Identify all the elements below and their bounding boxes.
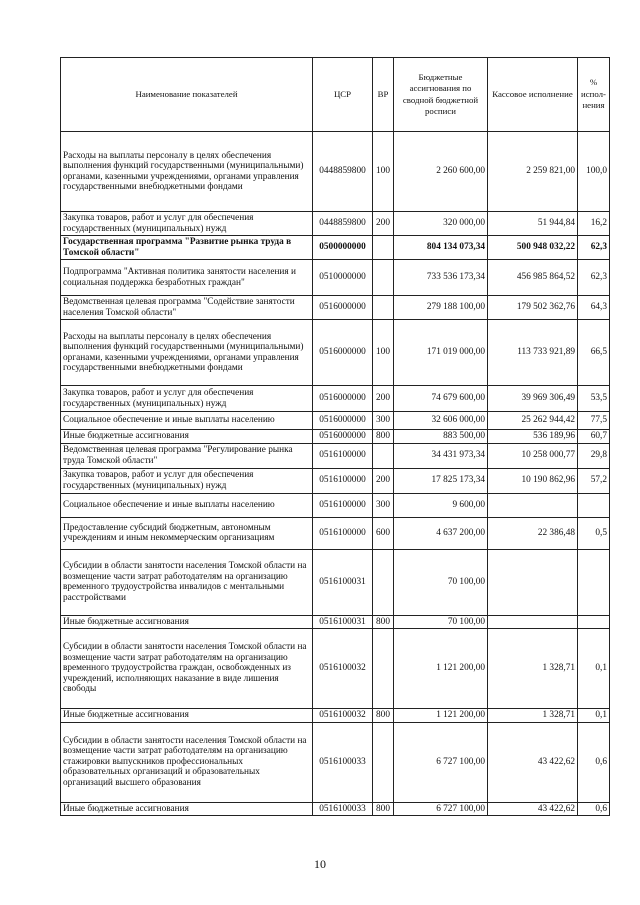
row-name: Расходы на выплаты персоналу в целях обеспечения выполнения функций государственными (муниципальными) органами, казенными учреждениями, органами управления государственными внебюджетными фондами <box>61 320 313 386</box>
row-cash-execution <box>488 615 578 629</box>
row-percent: 64,3 <box>578 296 610 320</box>
row-percent: 100,0 <box>578 132 610 212</box>
row-assignments: 70 100,00 <box>394 549 488 615</box>
row-assignments: 4 637 200,00 <box>394 517 488 549</box>
row-percent: 0,1 <box>578 629 610 709</box>
row-cash-execution: 179 502 362,76 <box>488 296 578 320</box>
row-csr: 0516000000 <box>313 412 373 430</box>
row-vr: 100 <box>373 320 394 386</box>
row-name: Иные бюджетные ассигнования <box>61 430 313 444</box>
row-percent <box>578 493 610 517</box>
row-percent: 60,7 <box>578 430 610 444</box>
row-vr: 300 <box>373 493 394 517</box>
table-row <box>61 443 610 468</box>
row-csr: 0516000000 <box>313 430 373 444</box>
row-cash-execution: 43 422,62 <box>488 802 578 816</box>
row-percent: 16,2 <box>578 212 610 236</box>
row-name: Иные бюджетные ассигнования <box>61 709 313 723</box>
row-assignments: 9 600,00 <box>394 493 488 517</box>
row-assignments: 74 679 600,00 <box>394 386 488 412</box>
row-cash-execution: 500 948 032,22 <box>488 236 578 260</box>
row-assignments: 17 825 173,34 <box>394 468 488 493</box>
header-vr: ВР <box>373 58 394 132</box>
row-name: Иные бюджетные ассигнования <box>61 615 313 629</box>
row-percent: 0,6 <box>578 722 610 802</box>
row-csr: 0510000000 <box>313 260 373 296</box>
row-csr: 0516100033 <box>313 802 373 816</box>
row-assignments: 2 260 600,00 <box>394 132 488 212</box>
row-percent: 53,5 <box>578 386 610 412</box>
row-vr: 100 <box>373 132 394 212</box>
row-name: Социальное обеспечение и иные выплаты населению <box>61 412 313 430</box>
table-row <box>61 709 610 723</box>
row-name: Закупка товаров, работ и услуг для обеспечения государственных (муниципальных) нужд <box>61 468 313 493</box>
row-vr <box>373 296 394 320</box>
row-cash-execution: 39 969 306,49 <box>488 386 578 412</box>
row-name: Социальное обеспечение и иные выплаты населению <box>61 493 313 517</box>
row-vr <box>373 443 394 468</box>
row-name: Ведомственная целевая программа "Содействие занятости населения Томской области" <box>61 296 313 320</box>
table-row <box>61 212 610 236</box>
row-cash-execution: 1 328,71 <box>488 629 578 709</box>
table-row <box>61 517 610 549</box>
row-vr <box>373 260 394 296</box>
row-csr: 0516000000 <box>313 296 373 320</box>
row-cash-execution: 113 733 921,89 <box>488 320 578 386</box>
row-percent: 0,5 <box>578 517 610 549</box>
row-csr: 0516100032 <box>313 709 373 723</box>
header-name: Наименование показателей <box>61 58 313 132</box>
header-assignments: Бюджетные ассигнования по сводной бюджетной росписи <box>394 58 488 132</box>
row-percent <box>578 615 610 629</box>
row-vr: 800 <box>373 802 394 816</box>
row-assignments: 279 188 100,00 <box>394 296 488 320</box>
table-row <box>61 430 610 444</box>
row-percent: 0,6 <box>578 802 610 816</box>
row-percent: 77,5 <box>578 412 610 430</box>
row-vr: 800 <box>373 430 394 444</box>
row-csr: 0516100000 <box>313 517 373 549</box>
row-cash-execution: 536 189,96 <box>488 430 578 444</box>
row-name: Закупка товаров, работ и услуг для обеспечения государственных (муниципальных) нужд <box>61 212 313 236</box>
header-csr: ЦСР <box>313 58 373 132</box>
row-assignments: 6 727 100,00 <box>394 802 488 816</box>
row-percent: 62,3 <box>578 236 610 260</box>
table-row <box>61 260 610 296</box>
row-vr <box>373 629 394 709</box>
row-assignments: 733 536 173,34 <box>394 260 488 296</box>
row-vr: 800 <box>373 709 394 723</box>
row-name: Расходы на выплаты персоналу в целях обеспечения выполнения функций государственными (муниципальными) органами, казенными учреждениями, органами управления государственными внебюджетными фондами <box>61 132 313 212</box>
row-csr: 0516000000 <box>313 386 373 412</box>
row-vr: 300 <box>373 412 394 430</box>
row-assignments: 34 431 973,34 <box>394 443 488 468</box>
row-cash-execution: 10 258 000,77 <box>488 443 578 468</box>
row-assignments: 70 100,00 <box>394 615 488 629</box>
row-assignments: 32 606 000,00 <box>394 412 488 430</box>
row-percent <box>578 549 610 615</box>
row-name: Субсидии в области занятости населения Томской области на возмещение части затрат работодателям на организацию временного трудоустройства инвалидов с ментальными расстройствами <box>61 549 313 615</box>
row-csr: 0516100033 <box>313 722 373 802</box>
row-cash-execution <box>488 493 578 517</box>
row-cash-execution: 2 259 821,00 <box>488 132 578 212</box>
budget-table <box>60 57 610 816</box>
row-vr <box>373 722 394 802</box>
row-assignments: 804 134 073,34 <box>394 236 488 260</box>
row-csr: 0500000000 <box>313 236 373 260</box>
row-percent: 62,3 <box>578 260 610 296</box>
row-vr: 200 <box>373 468 394 493</box>
row-cash-execution: 10 190 862,96 <box>488 468 578 493</box>
row-percent: 57,2 <box>578 468 610 493</box>
table-row <box>61 320 610 386</box>
table-row <box>61 412 610 430</box>
row-cash-execution: 51 944,84 <box>488 212 578 236</box>
row-vr: 200 <box>373 386 394 412</box>
row-percent: 0,1 <box>578 709 610 723</box>
row-percent: 66,5 <box>578 320 610 386</box>
header-percent: % испол-нения <box>578 58 610 132</box>
row-cash-execution: 22 386,48 <box>488 517 578 549</box>
row-name: Ведомственная целевая программа "Регулирование рынка труда Томской области" <box>61 443 313 468</box>
table-row <box>61 236 610 260</box>
row-csr: 0516100000 <box>313 493 373 517</box>
row-cash-execution: 1 328,71 <box>488 709 578 723</box>
row-csr: 0448859800 <box>313 212 373 236</box>
table-body <box>61 132 610 816</box>
table-row <box>61 722 610 802</box>
row-cash-execution: 43 422,62 <box>488 722 578 802</box>
row-cash-execution <box>488 549 578 615</box>
row-csr: 0516100031 <box>313 615 373 629</box>
table-row <box>61 132 610 212</box>
row-name: Подпрограмма "Активная политика занятости населения и социальная поддержка безработных граждан" <box>61 260 313 296</box>
row-name: Предоставление субсидий бюджетным, автономным учреждениям и иным некоммерческим организациям <box>61 517 313 549</box>
row-csr: 0516100032 <box>313 629 373 709</box>
row-csr: 0516000000 <box>313 320 373 386</box>
table-header-row <box>61 58 610 132</box>
row-cash-execution: 456 985 864,52 <box>488 260 578 296</box>
table-row <box>61 493 610 517</box>
table-row <box>61 296 610 320</box>
row-assignments: 1 121 200,00 <box>394 709 488 723</box>
row-vr <box>373 236 394 260</box>
row-name: Иные бюджетные ассигнования <box>61 802 313 816</box>
row-name: Субсидии в области занятости населения Томской области на возмещение части затрат работодателям на организацию стажировки выпускников профессиональных образовательных организаций и образовательных организаций высшего образования <box>61 722 313 802</box>
row-percent: 29,8 <box>578 443 610 468</box>
row-assignments: 171 019 000,00 <box>394 320 488 386</box>
table-row <box>61 615 610 629</box>
row-csr: 0448859800 <box>313 132 373 212</box>
row-assignments: 6 727 100,00 <box>394 722 488 802</box>
table-row <box>61 468 610 493</box>
row-vr <box>373 549 394 615</box>
header-cash-execution: Кассовое исполнение <box>488 58 578 132</box>
row-name: Субсидии в области занятости населения Томской области на возмещение части затрат работодателям на организацию временного трудоустройства граждан, освобожденных из учреждений, исполняющих наказание в виде лишения свободы <box>61 629 313 709</box>
row-name: Закупка товаров, работ и услуг для обеспечения государственных (муниципальных) нужд <box>61 386 313 412</box>
row-vr: 800 <box>373 615 394 629</box>
row-csr: 0516100031 <box>313 549 373 615</box>
row-assignments: 1 121 200,00 <box>394 629 488 709</box>
page-number: 10 <box>314 857 326 871</box>
row-name: Государственная программа "Развитие рынка труда в Томской области" <box>61 236 313 260</box>
row-vr: 600 <box>373 517 394 549</box>
row-vr: 200 <box>373 212 394 236</box>
table-row <box>61 549 610 615</box>
table-row <box>61 629 610 709</box>
row-csr: 0516100000 <box>313 443 373 468</box>
row-assignments: 320 000,00 <box>394 212 488 236</box>
row-cash-execution: 25 262 944,42 <box>488 412 578 430</box>
row-assignments: 883 500,00 <box>394 430 488 444</box>
row-csr: 0516100000 <box>313 468 373 493</box>
table-row <box>61 386 610 412</box>
table-row <box>61 802 610 816</box>
